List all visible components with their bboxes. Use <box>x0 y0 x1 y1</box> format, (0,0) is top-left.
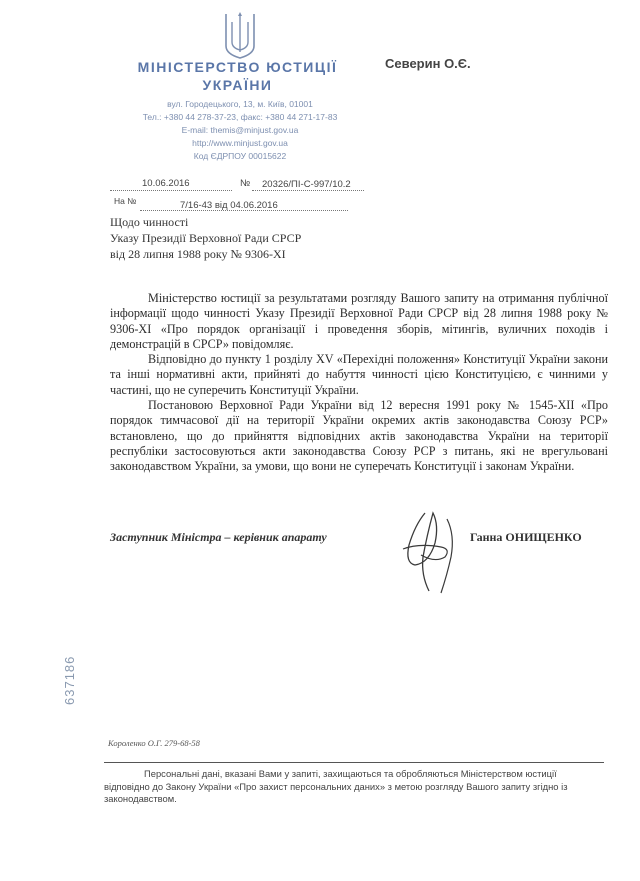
signer-name: Ганна ОНИЩЕНКО <box>470 530 582 544</box>
registration-date-line <box>110 190 232 191</box>
handwritten-signature <box>385 505 470 597</box>
subject-line2: Указу Президії Верховної Ради СРСР <box>110 231 302 245</box>
coat-of-arms-icon <box>222 8 258 62</box>
registration-number: 20326/ПІ-С-997/10.2 <box>262 179 351 190</box>
ministry-address: вул. Городецького, 13, м. Київ, 01001 <box>167 99 313 109</box>
registration-date: 10.06.2016 <box>142 178 190 189</box>
ministry-name-line1: МІНІСТЕРСТВО ЮСТИЦІЇ <box>137 59 338 75</box>
letter-body <box>110 291 608 475</box>
ministry-email: E-mail: themis@minjust.gov.ua <box>181 125 299 135</box>
privacy-footer-note <box>104 768 604 806</box>
ministry-phone: Тел.: +380 44 278-37-23, факс: +380 44 271-17-83 <box>142 112 338 122</box>
footer-line2: відповідно до Закону України «Про захист персональних даних» з метою розгляду Вашого запиту згідно із <box>104 780 568 792</box>
body-paragraph-3: Постановою Верховної Ради України від 12 вересня 1991 року № 1545-ХІІ «Про порядок тимчасової дії на території України окремих актів законодавства Союзу РСР» встановлено, що до прийняття відповідних актів законодавства України на території республіки застосовуються акти законодавства Союзу РСР з питань, які не врегульовані законодавством України, за умови, що вони не суперечать Конституції і законам України. <box>110 398 608 474</box>
body-paragraph-2: Відповідно до пункту 1 розділу XV «Перехідні положення» Конституції України закони та інші нормативні акти, прийняті до набуття чинності цією Конституцією, є чинними у частині, що не суперечить Конституції України. <box>110 352 608 397</box>
reply-line <box>140 210 348 211</box>
executor-info: Короленко О.Г. 279-68-58 <box>108 738 200 748</box>
footer-line3: законодавством. <box>104 793 177 804</box>
ministry-contacts <box>110 98 370 163</box>
subject-line1: Щодо чинності <box>110 215 189 229</box>
addressee: Северин О.Є. <box>385 56 471 71</box>
footer-divider <box>104 762 604 763</box>
signer-position: Заступник Міністра – керівник апарату <box>110 530 327 544</box>
body-paragraph-1: Міністерство юстиції за результатами розгляду Вашого запиту на отримання публічної інформації щодо чинності Указу Президії Верховної Ради СРСР від 28 липня 1988 року № 9306-ХІ «Про порядок організації і проведення зборів, мітингів, вуличних походів і демонстрацій в СРСР» повідомляє. <box>110 291 608 351</box>
document-stamp-number: 637186 <box>62 655 77 705</box>
letter-subject <box>110 214 301 262</box>
ministry-name <box>115 58 360 94</box>
subject-line3: від 28 липня 1988 року № 9306-ХІ <box>110 247 286 261</box>
ministry-website: http://www.minjust.gov.ua <box>192 138 288 148</box>
ministry-name-line2: УКРАЇНИ <box>202 77 273 93</box>
registration-number-line <box>252 190 364 191</box>
reply-label: На № <box>114 196 137 206</box>
ministry-edrpou: Код ЄДРПОУ 00015622 <box>193 151 287 161</box>
registration-number-label: № <box>240 178 251 189</box>
footer-line1: Персональні дані, вказані Вами у запиті, захищаються та обробляються Міністерством юстиції <box>144 768 557 779</box>
reply-reference: 7/16-43 від 04.06.2016 <box>180 200 278 211</box>
